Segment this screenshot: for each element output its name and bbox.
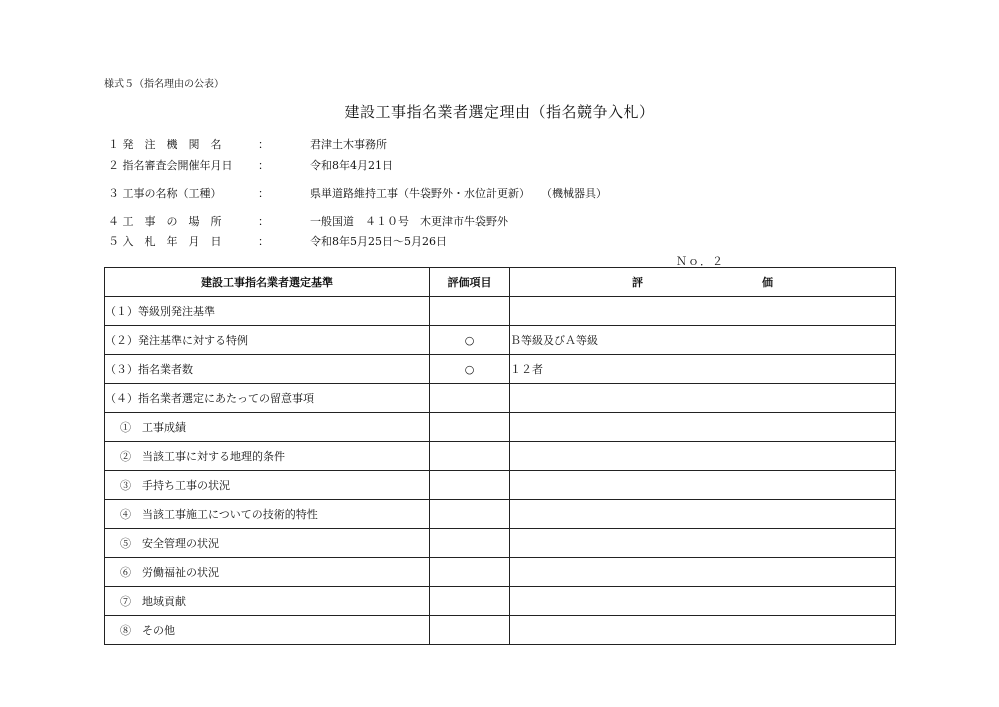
evaluation-cell: [510, 384, 896, 413]
evaluation-cell: Ｂ等級及びＡ等級: [510, 326, 896, 355]
evaluation-item-cell: [430, 413, 510, 442]
info-value: 一般国道 ４１０号 木更津市牛袋野外: [310, 215, 508, 228]
evaluation-cell: [510, 413, 896, 442]
info-value: 県単道路維持工事（牛袋野外・水位計更新） （機械器具）: [310, 187, 607, 200]
info-label: ４ 工 事 の 場 所: [108, 215, 222, 228]
evaluation-item-cell: [430, 616, 510, 645]
criteria-cell: ⑦ 地域貢献: [105, 587, 430, 616]
evaluation-item-cell: ○: [430, 326, 510, 355]
info-value: 令和8年5月25日～5月26日: [310, 235, 447, 248]
info-label: ５ 入 札 年 月 日: [108, 235, 222, 248]
evaluation-item-cell: [430, 558, 510, 587]
table-row: [105, 558, 896, 587]
table-row: [105, 529, 896, 558]
document-title: 建設工事指名業者選定理由（指名競争入札）: [344, 103, 655, 121]
criteria-column-header: 建設工事指名業者選定基準: [105, 268, 430, 297]
table-row: [105, 587, 896, 616]
criteria-cell: ⑤ 安全管理の状況: [105, 529, 430, 558]
evaluation-cell: [510, 587, 896, 616]
selection-criteria-table: [104, 267, 896, 645]
info-value: 君津土木事務所: [310, 138, 387, 151]
info-label: １ 発 注 機 関 名: [108, 138, 222, 151]
criteria-cell: ① 工事成績: [105, 413, 430, 442]
evaluation-item-cell: [430, 500, 510, 529]
evaluation-item-cell: ○: [430, 355, 510, 384]
table-row: [105, 355, 896, 384]
table-row: [105, 297, 896, 326]
info-colon: ：: [258, 138, 269, 151]
info-label: ３ 工事の名称（工種）: [108, 187, 222, 200]
criteria-cell: ⑧ その他: [105, 616, 430, 645]
criteria-cell: （４）指名業者選定にあたっての留意事項: [105, 384, 430, 413]
evaluation-cell: [510, 297, 896, 326]
info-label: ２ 指名審査会開催年月日: [108, 159, 233, 172]
evaluation-header-right: 価: [762, 276, 773, 289]
table-row: [105, 413, 896, 442]
evaluation-cell: １２者: [510, 355, 896, 384]
form-number: 様式５（指名理由の公表）: [104, 79, 224, 90]
evaluation-item-cell: [430, 384, 510, 413]
info-colon: ：: [258, 159, 269, 172]
info-colon: ：: [258, 187, 269, 200]
info-value: 令和8年4月21日: [310, 159, 393, 172]
evaluation-column-header: [510, 268, 896, 297]
evaluation-cell: [510, 471, 896, 500]
table-row: [105, 471, 896, 500]
evaluation-cell: [510, 529, 896, 558]
evaluation-cell: [510, 442, 896, 471]
evaluation-cell: [510, 500, 896, 529]
table-header-row: [105, 268, 896, 297]
criteria-cell: （３）指名業者数: [105, 355, 430, 384]
evaluation-item-cell: [430, 471, 510, 500]
criteria-cell: ② 当該工事に対する地理的条件: [105, 442, 430, 471]
evaluation-item-cell: [430, 529, 510, 558]
criteria-cell: （１）等級別発注基準: [105, 297, 430, 326]
criteria-cell: （２）発注基準に対する特例: [105, 326, 430, 355]
table-row: [105, 616, 896, 645]
page-number: Ｎｏ．２: [676, 255, 724, 268]
evaluation-item-cell: [430, 442, 510, 471]
evaluation-item-column-header: 評価項目: [430, 268, 510, 297]
criteria-cell: ④ 当該工事施工についての技術的特性: [105, 500, 430, 529]
evaluation-cell: [510, 558, 896, 587]
evaluation-header-left: 評: [632, 276, 643, 289]
criteria-cell: ③ 手持ち工事の状況: [105, 471, 430, 500]
table-row: [105, 384, 896, 413]
table-row: [105, 500, 896, 529]
evaluation-cell: [510, 616, 896, 645]
criteria-cell: ⑥ 労働福祉の状況: [105, 558, 430, 587]
info-colon: ：: [258, 235, 269, 248]
info-colon: ：: [258, 215, 269, 228]
evaluation-item-cell: [430, 297, 510, 326]
evaluation-item-cell: [430, 587, 510, 616]
table-row: [105, 442, 896, 471]
table-row: [105, 326, 896, 355]
